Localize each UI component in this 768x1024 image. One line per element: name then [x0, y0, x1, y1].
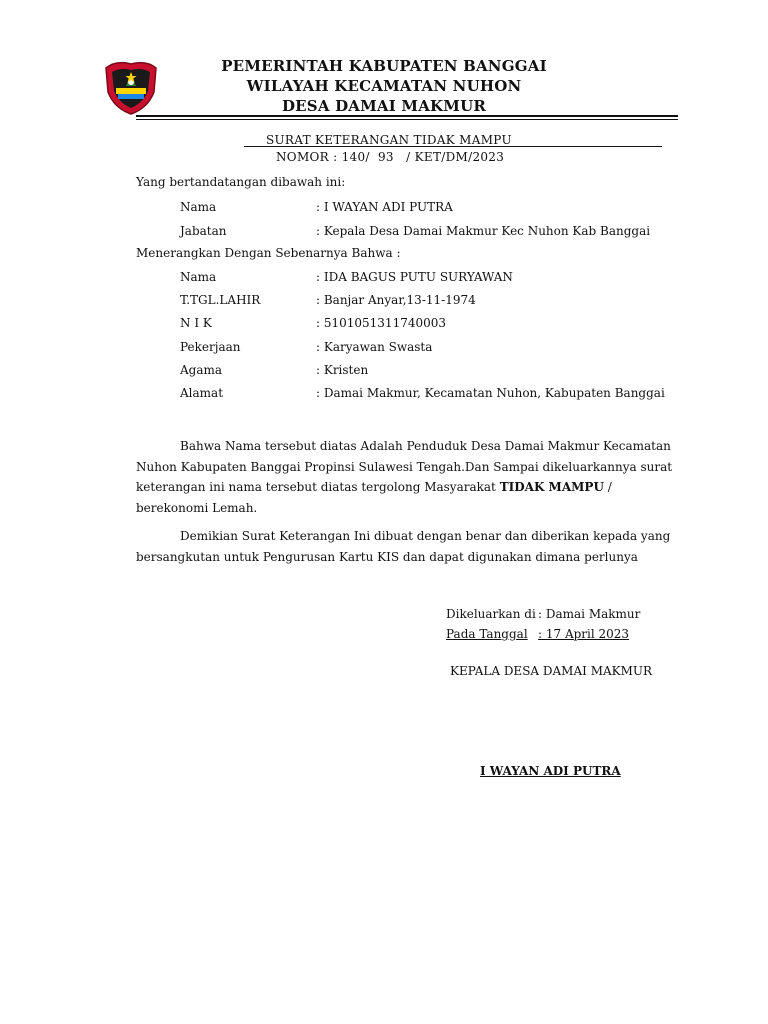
letterhead-line-3: DESA DAMAI MAKMUR — [281, 97, 487, 115]
letterhead-rule-thick — [136, 115, 678, 117]
signer-name-value: : I WAYAN ADI PUTRA — [316, 200, 453, 214]
subject-birth-value: : Banjar Anyar,13-11-1974 — [316, 293, 476, 307]
signatory-name: I WAYAN ADI PUTRA — [480, 764, 621, 778]
signer-position-value: : Kepala Desa Damai Makmur Kec Nuhon Kab Banggai — [316, 224, 651, 238]
subject-name-value: : IDA BAGUS PUTU SURYAWAN — [316, 270, 513, 284]
issued-place-value: : Damai Makmur — [538, 607, 641, 621]
subject-address-value: : Damai Makmur, Kecamatan Nuhon, Kabupaten Banggai — [316, 386, 665, 400]
letterhead-line-1: PEMERINTAH KABUPATEN BANGGAI — [221, 57, 547, 75]
signer-position-label: Jabatan — [180, 224, 227, 238]
letter-number: NOMOR : 140/ 93 / KET/DM/2023 — [276, 150, 505, 164]
paragraph-1-tail: / berekonomi Lemah. — [136, 480, 612, 515]
subject-nik-value: : 5101051311740003 — [316, 316, 447, 330]
subject-religion-value: : Kristen — [316, 363, 369, 377]
letterhead-rule-thin — [136, 119, 678, 120]
subject-religion-label: Agama — [180, 363, 223, 377]
paragraph-1-text: Bahwa Nama tersebut diatas Adalah Penduduk Desa Damai Makmur Kecamatan Nuhon Kabupaten Banggai Propinsi Sulawesi Tengah.Dan Sampai dikeluarkannya surat keterangan ini nama tersebut diatas tergolong Masyarakat — [136, 439, 673, 494]
statement-text: Menerangkan Dengan Sebenarnya Bahwa : — [136, 246, 401, 260]
issued-date-value: : 17 April 2023 — [538, 627, 630, 641]
signatory-title: KEPALA DESA DAMAI MAKMUR — [450, 664, 653, 678]
subject-address-label: Alamat — [180, 386, 224, 400]
subject-job-value: : Karyawan Swasta — [316, 340, 433, 354]
issued-date-label: Pada Tanggal — [446, 627, 528, 641]
subject-job-label: Pekerjaan — [180, 340, 241, 354]
subject-birth-label: T.TGL.LAHIR — [180, 293, 261, 307]
issued-place-label: Dikeluarkan di — [446, 607, 536, 621]
paragraph-statement — [136, 436, 676, 518]
subject-name-label: Nama — [180, 270, 217, 284]
letterhead-line-2: WILAYAH KECAMATAN NUHON — [246, 77, 522, 95]
letterhead — [200, 56, 568, 116]
subject-nik-label: N I K — [180, 316, 212, 330]
letter-title: SURAT KETERANGAN TIDAK MAMPU — [266, 133, 512, 147]
intro-text: Yang bertandatangan dibawah ini: — [136, 175, 346, 189]
paragraph-closing — [136, 526, 676, 567]
paragraph-1-emphasis: TIDAK MAMPU — [499, 480, 604, 494]
signer-name-label: Nama — [180, 200, 217, 214]
paragraph-2-text: Demikian Surat Keterangan Ini dibuat dengan benar dan diberikan kepada yang bersangkutan untuk Pengurusan Kartu KIS dan dapat digunakan dimana perlunya — [136, 529, 671, 564]
regency-emblem-icon — [102, 58, 160, 116]
